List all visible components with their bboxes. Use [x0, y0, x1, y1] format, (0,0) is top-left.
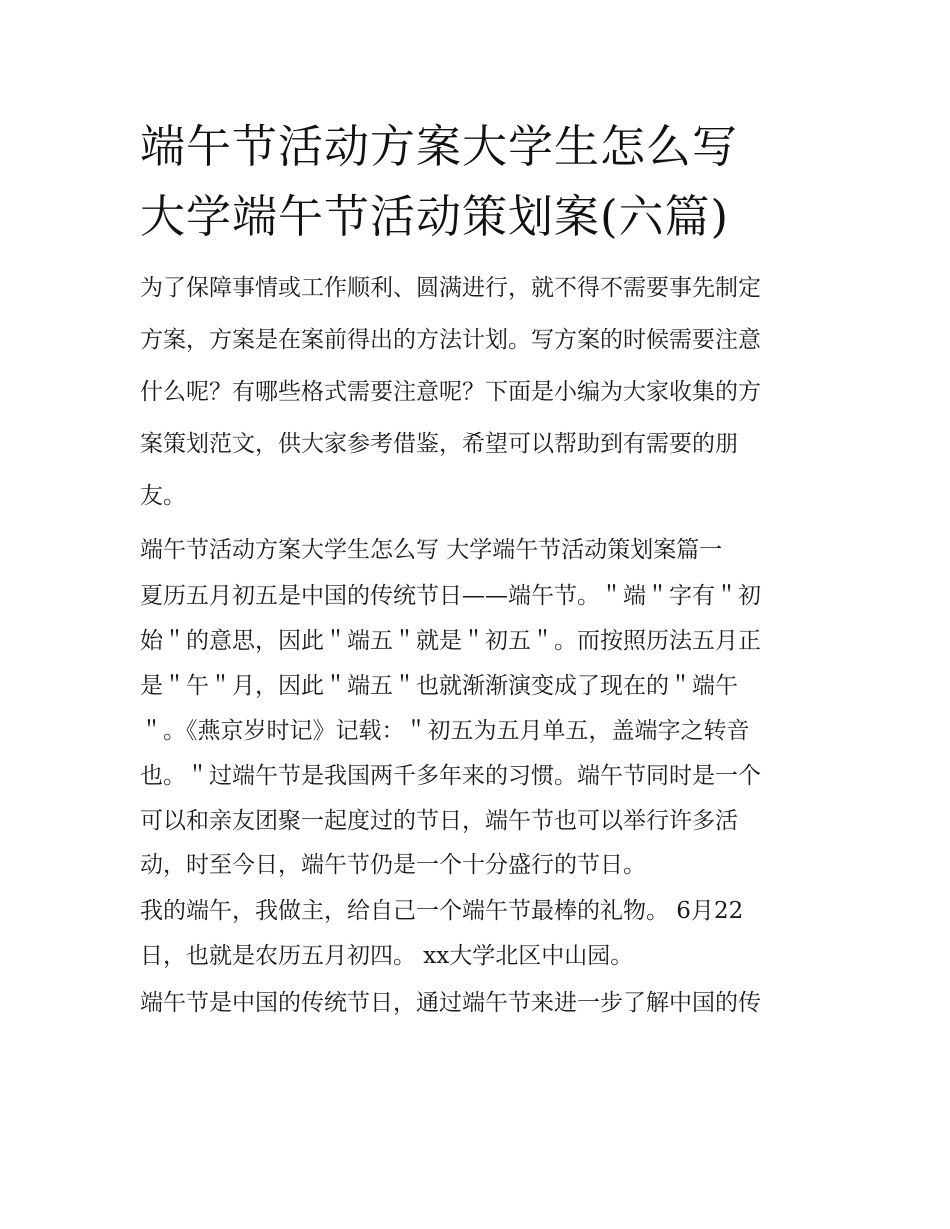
paragraph-1-line-2: 始＂的意思，因此＂端五＂就是＂初五＂。而按照历法五月正 — [140, 628, 761, 654]
intro-line-3: 什么呢？有哪些格式需要注意呢？下面是小编为大家收集的方 — [140, 379, 761, 405]
paragraph-1-line-6: 可以和亲友团聚一起度过的节日，端午节也可以举行许多活 — [140, 808, 738, 834]
paragraph-1-line-5: 也。＂过端午节是我国两千多年来的习惯。端午节同时是一个 — [140, 763, 761, 789]
paragraph-2-line-1: 我的端午，我做主，给自己一个端午节最棒的礼物。 6月22 — [140, 898, 744, 924]
section-heading-text: 端午节活动方案大学生怎么写 大学端午节活动策划案篇一 — [140, 537, 723, 563]
paragraph-2 — [140, 889, 816, 979]
title-line-1: 端午节活动方案大学生怎么写 — [140, 120, 739, 173]
intro-line-2: 方案，方案是在案前得出的方法计划。写方案的时候需要注意 — [140, 327, 761, 353]
paragraph-1-line-4: ＂。《燕京岁时记》记载：＂初五为五月单五，盖端字之转音 — [140, 718, 750, 744]
intro-line-5: 友。 — [140, 483, 186, 509]
paragraph-1-line-3: 是＂午＂月，因此＂端五＂也就渐渐演变成了现在的＂端午 — [140, 673, 738, 699]
paragraph-1-line-7: 动，时至今日，端午节仍是一个十分盛行的节日。 — [140, 852, 646, 878]
title-line-2: 大学端午节活动策划案(六篇) — [140, 190, 730, 243]
document-content — [140, 112, 816, 1026]
document-title — [140, 112, 816, 252]
intro-paragraph — [140, 262, 816, 522]
paragraph-1-line-1: 夏历五月初五是中国的传统节日——端午节。＂端＂字有＂初 — [140, 583, 761, 609]
paragraph-3 — [140, 981, 816, 1026]
paragraph-2-line-2: 日，也就是农历五月初四。 xx大学北区中山园。 — [140, 943, 634, 969]
intro-line-1: 为了保障事情或工作顺利、圆满进行，就不得不需要事先制定 — [140, 275, 761, 301]
paragraph-1 — [140, 574, 816, 887]
intro-line-4: 案策划范文，供大家参考借鉴，希望可以帮助到有需要的朋 — [140, 431, 738, 457]
section-heading — [140, 526, 816, 574]
paragraph-3-line-1: 端午节是中国的传统节日，通过端午节来进一步了解中国的传 — [140, 990, 761, 1016]
